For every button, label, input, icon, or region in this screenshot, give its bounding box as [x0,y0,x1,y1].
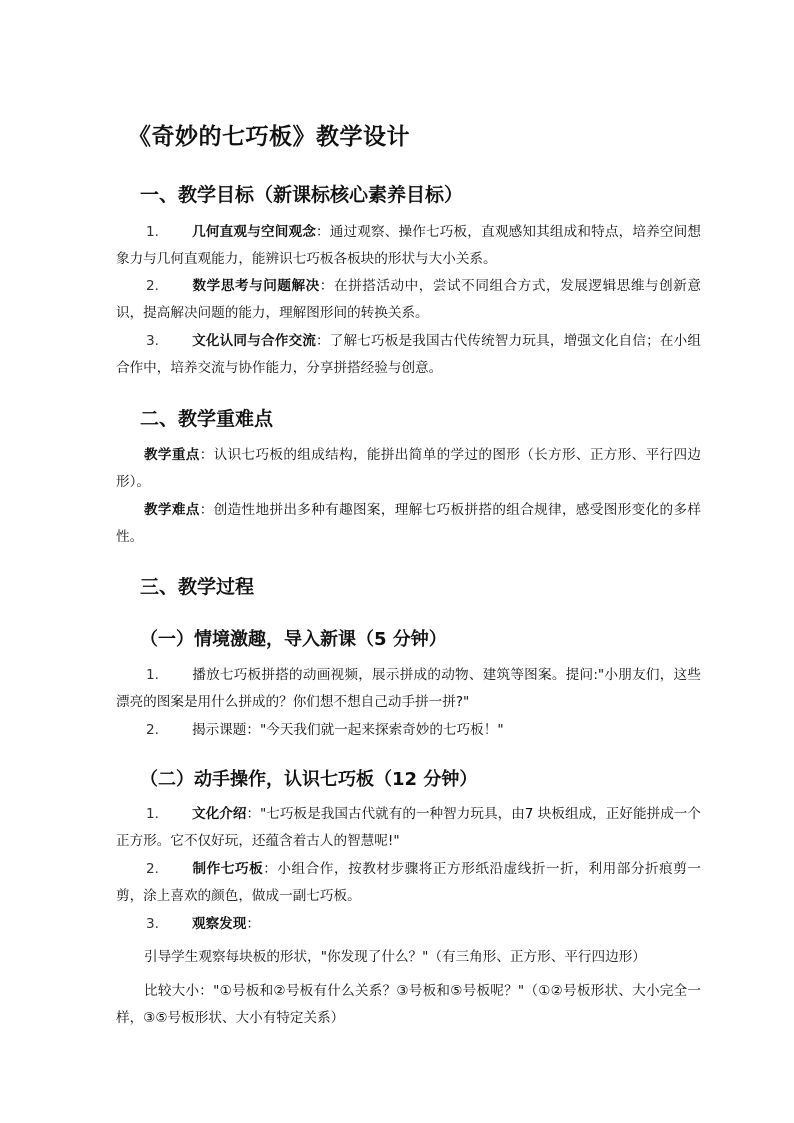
objective-text: ：了解七巧板是我国古代传统智力玩具，增强文化自信；在小组合作中，培养交流与协作能力，分享拼搭经验与创意。 [116,333,702,376]
key-point-paragraph [116,442,701,496]
objective-item-1 [116,219,701,273]
objective-item-3 [116,328,701,382]
objective-text: ：通过观察、操作七巧板，直观感知其组成和特点，培养空间想象力与几何直观能力，能辨识七巧板各板块的形状与大小关系。 [116,224,702,267]
hands-on-text: ： [246,916,260,932]
subsection-heading-hands-on: （二）动手操作，认识七巧板（12 分钟） [140,769,478,790]
section-heading-process: 三、教学过程 [140,576,255,598]
objective-text: ：在拼搭活动中，尝试不同组合方式，发展逻辑思维与创新意识，提高解决问题的能力，理解图形间的转换关系。 [116,278,701,321]
size-comparison-paragraph: 比较大小："①号板和②号板有什么关系？③号板和⑤号板呢？"（①②号板形状、大小完全一样，③⑤号板形状、大小有特定关系） [116,983,701,1026]
objective-item-2 [116,273,701,327]
hands-on-label: 观察发现 [192,916,247,932]
difficulty-text: ：创造性地拼出多种有趣图案，理解七巧板拼搭的组合规律，感受图形变化的多样性。 [116,502,701,545]
difficulty-paragraph [116,497,701,551]
document-title: 《奇妙的七巧板》教学设计 [128,124,410,150]
key-point-text: ：认识七巧板的组成结构，能拼出简单的学过的图形（长方形、正方形、平行四边形）。 [116,447,701,490]
list-number: 1. [146,667,159,683]
section-heading-key-points: 二、教学重难点 [140,408,274,430]
hands-on-text: ："七巧板是我国古代就有的一种智力玩具，由7 块板组成，正好能拼成一个正方形。它不仅好玩，还蕴含着古人的智慧呢!" [116,806,701,849]
subsection-heading-intro: （一）情境激趣，导入新课（5 分钟） [140,629,447,650]
difficulty-label: 教学难点 [144,502,200,518]
hands-on-label: 制作七巧板 [192,861,264,877]
hands-on-label: 文化介绍 [192,806,247,822]
intro-text: 播放七巧板拼搭的动画视频，展示拼成的动物、建筑等图案。提问:"小朋友们，这些漂亮的图案是用什么拼成的？你们想不想自己动手拼一拼?" [116,667,701,710]
hands-on-text: ：小组合作，按教材步骤将正方形纸沿虚线折一折，利用部分折痕剪一剪，涂上喜欢的颜色，做成一副七巧板。 [116,861,702,904]
list-number: 3. [146,333,159,349]
intro-item-1 [116,662,701,716]
intro-item-2 [116,717,701,744]
hands-on-item-1 [116,801,701,855]
list-number: 2. [146,278,159,294]
objective-label: 文化认同与合作交流 [192,333,316,349]
list-number: 1. [146,224,159,240]
list-number: 3. [146,916,159,932]
objective-label: 几何直观与空间观念 [192,224,316,240]
list-number: 1. [146,806,159,822]
list-number: 2. [146,722,159,738]
section-heading-objectives: 一、教学目标（新课标核心素养目标） [140,184,464,206]
observation-guide-paragraph: 引导学生观察每块板的形状，"你发现了什么？"（有三角形、正方形、平行四边形） [144,949,646,965]
hands-on-item-2 [116,856,701,910]
objective-label: 数学思考与问题解决 [192,278,320,294]
key-point-label: 教学重点 [144,447,200,463]
list-number: 2. [146,861,159,877]
intro-text: 揭示课题："今天我们就一起来探索奇妙的七巧板！" [192,722,504,738]
hands-on-item-3 [116,911,701,938]
